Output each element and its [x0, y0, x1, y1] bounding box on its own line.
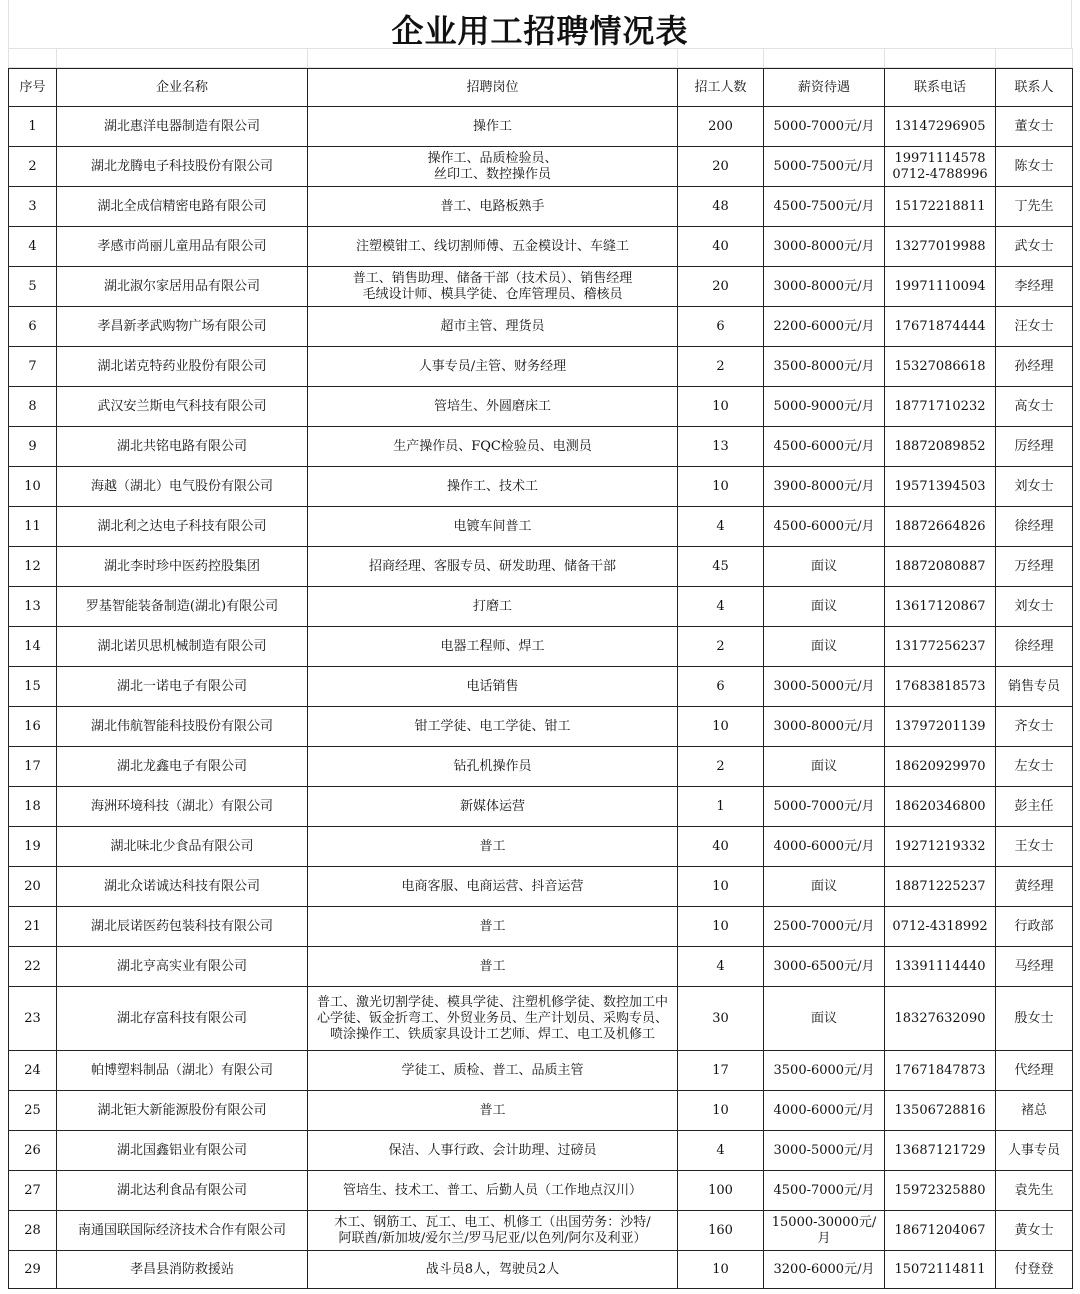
cell-count: 40	[678, 227, 764, 267]
cell-no: 13	[9, 587, 57, 627]
table-row	[9, 347, 1073, 387]
cell-salary: 面议	[764, 587, 885, 627]
cell-contact: 黄女士	[996, 1211, 1073, 1251]
cell-no: 7	[9, 347, 57, 387]
cell-positions: 超市主管、理货员	[308, 307, 678, 347]
cell-contact: 销售专员	[996, 667, 1073, 707]
cell-contact: 褚总	[996, 1091, 1073, 1131]
cell-positions: 战斗员8人，驾驶员2人	[308, 1251, 678, 1289]
cell-phone: 13617120867	[885, 587, 996, 627]
cell-phone: 13277019988	[885, 227, 996, 267]
cell-company: 湖北亨高实业有限公司	[57, 947, 308, 987]
cell-positions: 普工	[308, 1091, 678, 1131]
table-row	[9, 867, 1073, 907]
cell-phone: 18872089852	[885, 427, 996, 467]
cell-count: 2	[678, 627, 764, 667]
cell-no: 11	[9, 507, 57, 547]
cell-contact: 黄经理	[996, 867, 1073, 907]
cell-salary: 2200-6000元/月	[764, 307, 885, 347]
cell-salary: 5000-7500元/月	[764, 147, 885, 187]
header-phone: 联系电话	[885, 69, 996, 107]
cell-no: 3	[9, 187, 57, 227]
table-row	[9, 707, 1073, 747]
table-row	[9, 1171, 1073, 1211]
cell-company: 湖北利之达电子科技有限公司	[57, 507, 308, 547]
cell-positions: 钻孔机操作员	[308, 747, 678, 787]
cell-salary: 5000-7000元/月	[764, 107, 885, 147]
cell-salary: 15000-30000元/月	[764, 1211, 885, 1251]
blank-cell	[678, 49, 764, 68]
cell-no: 16	[9, 707, 57, 747]
cell-positions: 新媒体运营	[308, 787, 678, 827]
cell-count: 10	[678, 707, 764, 747]
cell-contact: 陈女士	[996, 147, 1073, 187]
cell-phone: 18871225237	[885, 867, 996, 907]
cell-salary: 4000-6000元/月	[764, 1091, 885, 1131]
cell-phone: 18620346800	[885, 787, 996, 827]
cell-salary: 3000-8000元/月	[764, 227, 885, 267]
cell-company: 湖北龙腾电子科技股份有限公司	[57, 147, 308, 187]
cell-salary: 面议	[764, 747, 885, 787]
cell-contact: 董女士	[996, 107, 1073, 147]
cell-salary: 3000-8000元/月	[764, 707, 885, 747]
cell-salary: 4500-7000元/月	[764, 1171, 885, 1211]
cell-count: 17	[678, 1051, 764, 1091]
cell-no: 18	[9, 787, 57, 827]
cell-contact: 齐女士	[996, 707, 1073, 747]
blank-cell	[9, 49, 57, 68]
blank-cell	[996, 49, 1073, 68]
cell-salary: 3500-8000元/月	[764, 347, 885, 387]
cell-count: 2	[678, 747, 764, 787]
cell-phone: 0712-4318992	[885, 907, 996, 947]
cell-count: 40	[678, 827, 764, 867]
cell-phone: 15072114811	[885, 1251, 996, 1289]
table-row	[9, 907, 1073, 947]
cell-phone: 15327086618	[885, 347, 996, 387]
cell-company: 湖北诺克特药业股份有限公司	[57, 347, 308, 387]
cell-positions: 普工、电路板熟手	[308, 187, 678, 227]
cell-company: 孝昌新孝武购物广场有限公司	[57, 307, 308, 347]
cell-company: 湖北淑尔家居用品有限公司	[57, 267, 308, 307]
cell-phone: 18872080887	[885, 547, 996, 587]
cell-positions: 钳工学徒、电工学徒、钳工	[308, 707, 678, 747]
cell-positions: 操作工	[308, 107, 678, 147]
cell-phone: 17671874444	[885, 307, 996, 347]
cell-positions: 普工	[308, 947, 678, 987]
cell-positions: 操作工、技术工	[308, 467, 678, 507]
table-row	[9, 1051, 1073, 1091]
cell-count: 200	[678, 107, 764, 147]
cell-salary: 5000-9000元/月	[764, 387, 885, 427]
cell-phone: 13506728816	[885, 1091, 996, 1131]
cell-contact: 丁先生	[996, 187, 1073, 227]
cell-positions: 普工	[308, 827, 678, 867]
cell-count: 20	[678, 267, 764, 307]
cell-company: 湖北辰诺医药包装科技有限公司	[57, 907, 308, 947]
cell-phone: 19971110094	[885, 267, 996, 307]
cell-contact: 厉经理	[996, 427, 1073, 467]
cell-count: 10	[678, 467, 764, 507]
header-count: 招工人数	[678, 69, 764, 107]
cell-positions: 打磨工	[308, 587, 678, 627]
cell-positions: 电话销售	[308, 667, 678, 707]
cell-no: 25	[9, 1091, 57, 1131]
cell-no: 26	[9, 1131, 57, 1171]
header-row	[9, 69, 1073, 107]
cell-positions: 普工	[308, 907, 678, 947]
table-row	[9, 587, 1073, 627]
cell-company: 湖北龙鑫电子有限公司	[57, 747, 308, 787]
cell-phone: 17683818573	[885, 667, 996, 707]
cell-no: 12	[9, 547, 57, 587]
cell-positions: 学徒工、质检、普工、品质主管	[308, 1051, 678, 1091]
cell-company: 湖北国鑫铝业有限公司	[57, 1131, 308, 1171]
cell-company: 湖北全成信精密电路有限公司	[57, 187, 308, 227]
cell-positions: 生产操作员、FQC检验员、电测员	[308, 427, 678, 467]
cell-company: 海越（湖北）电气股份有限公司	[57, 467, 308, 507]
cell-no: 21	[9, 907, 57, 947]
cell-positions: 木工、钢筋工、瓦工、电工、机修工（出国劳务：沙特/ 阿联酋/新加坡/爱尔兰/罗马尼亚/以色列/阿尔及利亚）	[308, 1211, 678, 1251]
header-company: 企业名称	[57, 69, 308, 107]
cell-positions: 保洁、人事行政、会计助理、过磅员	[308, 1131, 678, 1171]
cell-count: 6	[678, 667, 764, 707]
table-row	[9, 1091, 1073, 1131]
cell-phone: 18671204067	[885, 1211, 996, 1251]
cell-count: 6	[678, 307, 764, 347]
title-row	[8, 0, 1072, 48]
cell-salary: 4500-6000元/月	[764, 507, 885, 547]
cell-company: 帕博塑料制品（湖北）有限公司	[57, 1051, 308, 1091]
cell-salary: 面议	[764, 627, 885, 667]
table-row	[9, 467, 1073, 507]
cell-contact: 殷女士	[996, 987, 1073, 1051]
table-row	[9, 427, 1073, 467]
cell-contact: 刘女士	[996, 467, 1073, 507]
cell-phone: 18771710232	[885, 387, 996, 427]
cell-company: 海洲环境科技（湖北）有限公司	[57, 787, 308, 827]
cell-phone: 15972325880	[885, 1171, 996, 1211]
cell-count: 10	[678, 907, 764, 947]
cell-count: 10	[678, 1091, 764, 1131]
cell-no: 17	[9, 747, 57, 787]
cell-count: 48	[678, 187, 764, 227]
cell-salary: 面议	[764, 987, 885, 1051]
cell-no: 4	[9, 227, 57, 267]
cell-positions: 电商客服、电商运营、抖音运营	[308, 867, 678, 907]
cell-positions: 普工、激光切割学徒、模具学徒、注塑机修学徒、数控加工中 心学徒、钣金折弯工、外贸业务员、生产计划员、采购专员、 喷涂操作工、铁质家具设计工艺师、焊工、电工及机修工	[308, 987, 678, 1051]
cell-count: 1	[678, 787, 764, 827]
table-row	[9, 187, 1073, 227]
cell-salary: 4000-6000元/月	[764, 827, 885, 867]
cell-no: 24	[9, 1051, 57, 1091]
cell-no: 9	[9, 427, 57, 467]
cell-contact: 李经理	[996, 267, 1073, 307]
cell-positions: 人事专员/主管、财务经理	[308, 347, 678, 387]
cell-company: 湖北伟航智能科技股份有限公司	[57, 707, 308, 747]
cell-contact: 行政部	[996, 907, 1073, 947]
table-row	[9, 107, 1073, 147]
table-row	[9, 987, 1073, 1051]
cell-phone: 18872664826	[885, 507, 996, 547]
table-row	[9, 147, 1073, 187]
cell-company: 湖北共铭电路有限公司	[57, 427, 308, 467]
cell-phone: 15172218811	[885, 187, 996, 227]
cell-count: 4	[678, 587, 764, 627]
cell-no: 15	[9, 667, 57, 707]
cell-salary: 5000-7000元/月	[764, 787, 885, 827]
cell-no: 20	[9, 867, 57, 907]
cell-phone: 13391114440	[885, 947, 996, 987]
cell-company: 罗基智能装备制造(湖北)有限公司	[57, 587, 308, 627]
cell-salary: 3200-6000元/月	[764, 1251, 885, 1289]
cell-positions: 管培生、外圆磨床工	[308, 387, 678, 427]
table-row	[9, 827, 1073, 867]
cell-salary: 3000-6500元/月	[764, 947, 885, 987]
cell-count: 4	[678, 947, 764, 987]
cell-count: 4	[678, 507, 764, 547]
cell-phone: 13797201139	[885, 707, 996, 747]
table-row	[9, 667, 1073, 707]
cell-contact: 孙经理	[996, 347, 1073, 387]
cell-salary: 4500-6000元/月	[764, 427, 885, 467]
header-no: 序号	[9, 69, 57, 107]
blank-row	[8, 48, 1072, 68]
table-row	[9, 787, 1073, 827]
cell-count: 45	[678, 547, 764, 587]
cell-no: 2	[9, 147, 57, 187]
cell-no: 23	[9, 987, 57, 1051]
table-row	[9, 1211, 1073, 1251]
cell-positions: 电镀车间普工	[308, 507, 678, 547]
cell-phone: 19571394503	[885, 467, 996, 507]
cell-contact: 人事专员	[996, 1131, 1073, 1171]
cell-phone: 13687121729	[885, 1131, 996, 1171]
cell-phone: 13147296905	[885, 107, 996, 147]
blank-cell	[885, 49, 996, 68]
cell-contact: 王女士	[996, 827, 1073, 867]
cell-phone: 17671847873	[885, 1051, 996, 1091]
cell-company: 湖北惠洋电器制造有限公司	[57, 107, 308, 147]
cell-count: 20	[678, 147, 764, 187]
cell-contact: 徐经理	[996, 507, 1073, 547]
table-row	[9, 507, 1073, 547]
blank-cell	[308, 49, 678, 68]
cell-company: 湖北众诺诚达科技有限公司	[57, 867, 308, 907]
table-row	[9, 267, 1073, 307]
cell-salary: 面议	[764, 867, 885, 907]
page-title: 企业用工招聘情况表	[391, 12, 689, 50]
table-row	[9, 747, 1073, 787]
cell-company: 湖北味北少食品有限公司	[57, 827, 308, 867]
table-row	[9, 1131, 1073, 1171]
cell-contact: 刘女士	[996, 587, 1073, 627]
table-row	[9, 947, 1073, 987]
cell-positions: 操作工、品质检验员、 丝印工、数控操作员	[308, 147, 678, 187]
cell-positions: 电器工程师、焊工	[308, 627, 678, 667]
cell-positions: 注塑模钳工、线切割师傅、五金模设计、车缝工	[308, 227, 678, 267]
cell-count: 30	[678, 987, 764, 1051]
cell-contact: 徐经理	[996, 627, 1073, 667]
cell-company: 孝感市尚丽儿童用品有限公司	[57, 227, 308, 267]
header-positions: 招聘岗位	[308, 69, 678, 107]
cell-no: 14	[9, 627, 57, 667]
cell-no: 1	[9, 107, 57, 147]
cell-count: 4	[678, 1131, 764, 1171]
cell-company: 武汉安兰斯电气科技有限公司	[57, 387, 308, 427]
cell-no: 5	[9, 267, 57, 307]
cell-contact: 万经理	[996, 547, 1073, 587]
cell-no: 27	[9, 1171, 57, 1211]
cell-count: 2	[678, 347, 764, 387]
cell-contact: 付登登	[996, 1251, 1073, 1289]
cell-company: 湖北诺贝思机械制造有限公司	[57, 627, 308, 667]
table-row	[9, 627, 1073, 667]
cell-contact: 代经理	[996, 1051, 1073, 1091]
cell-no: 19	[9, 827, 57, 867]
cell-positions: 管培生、技术工、普工、后勤人员（工作地点汉川）	[308, 1171, 678, 1211]
table-row	[9, 227, 1073, 267]
cell-phone: 13177256237	[885, 627, 996, 667]
cell-contact: 彭主任	[996, 787, 1073, 827]
cell-company: 孝昌县消防救援站	[57, 1251, 308, 1289]
cell-count: 10	[678, 867, 764, 907]
header-contact: 联系人	[996, 69, 1073, 107]
cell-phone: 18327632090	[885, 987, 996, 1051]
cell-count: 13	[678, 427, 764, 467]
cell-salary: 4500-7500元/月	[764, 187, 885, 227]
cell-company: 湖北钜大新能源股份有限公司	[57, 1091, 308, 1131]
cell-no: 22	[9, 947, 57, 987]
cell-salary: 面议	[764, 547, 885, 587]
cell-contact: 汪女士	[996, 307, 1073, 347]
blank-cell	[57, 49, 308, 68]
cell-positions: 招商经理、客服专员、研发助理、储备干部	[308, 547, 678, 587]
cell-no: 8	[9, 387, 57, 427]
cell-salary: 2500-7000元/月	[764, 907, 885, 947]
cell-company: 湖北李时珍中医药控股集团	[57, 547, 308, 587]
table-row	[9, 547, 1073, 587]
cell-no: 29	[9, 1251, 57, 1289]
cell-phone: 19971114578 0712-4788996	[885, 147, 996, 187]
cell-company: 湖北达利食品有限公司	[57, 1171, 308, 1211]
cell-phone: 18620929970	[885, 747, 996, 787]
cell-salary: 3900-8000元/月	[764, 467, 885, 507]
cell-contact: 武女士	[996, 227, 1073, 267]
cell-count: 100	[678, 1171, 764, 1211]
cell-company: 南通国联国际经济技术合作有限公司	[57, 1211, 308, 1251]
cell-contact: 马经理	[996, 947, 1073, 987]
cell-no: 28	[9, 1211, 57, 1251]
cell-contact: 左女士	[996, 747, 1073, 787]
cell-salary: 3500-6000元/月	[764, 1051, 885, 1091]
cell-count: 160	[678, 1211, 764, 1251]
cell-phone: 19271219332	[885, 827, 996, 867]
cell-count: 10	[678, 387, 764, 427]
blank-cell	[764, 49, 885, 68]
table-row	[9, 387, 1073, 427]
cell-count: 10	[678, 1251, 764, 1289]
cell-company: 湖北一诺电子有限公司	[57, 667, 308, 707]
cell-salary: 3000-5000元/月	[764, 667, 885, 707]
cell-contact: 高女士	[996, 387, 1073, 427]
cell-no: 6	[9, 307, 57, 347]
recruitment-table	[8, 68, 1073, 1289]
header-salary: 薪资待遇	[764, 69, 885, 107]
cell-no: 10	[9, 467, 57, 507]
cell-salary: 3000-5000元/月	[764, 1131, 885, 1171]
cell-contact: 袁先生	[996, 1171, 1073, 1211]
cell-company: 湖北存富科技有限公司	[57, 987, 308, 1051]
cell-positions: 普工、销售助理、储备干部（技术员）、销售经理 毛绒设计师、模具学徒、仓库管理员、稽核员	[308, 267, 678, 307]
table-row	[9, 307, 1073, 347]
table-row	[9, 1251, 1073, 1289]
cell-salary: 3000-8000元/月	[764, 267, 885, 307]
